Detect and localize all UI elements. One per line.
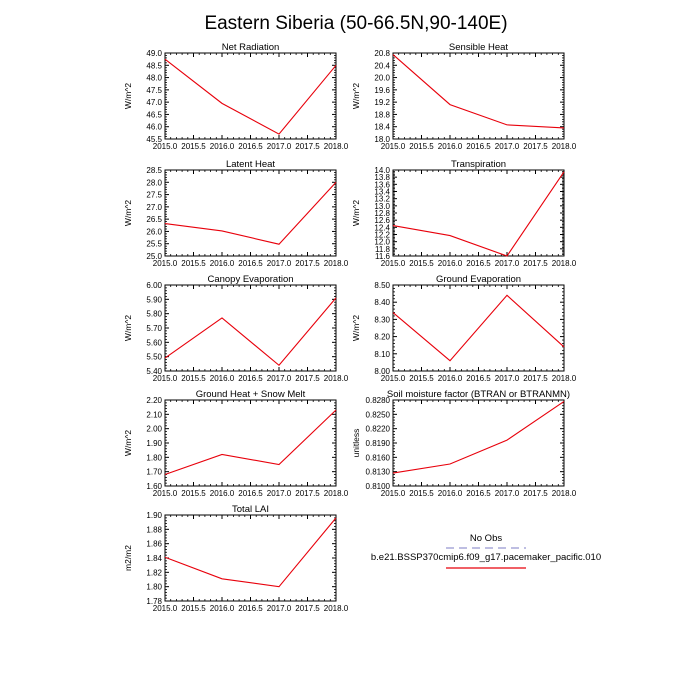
series-line (165, 298, 336, 365)
x-tick-label: 2016.0 (209, 374, 235, 383)
y-tick-label: 48.0 (146, 73, 162, 83)
plot-frame (165, 170, 336, 256)
panel-title: Transpiration (450, 159, 507, 170)
x-tick-label: 2015.5 (409, 142, 434, 151)
y-tick-label: 2.20 (146, 396, 162, 405)
x-tick-label: 2015.0 (380, 374, 406, 383)
x-tick-label: 2015.0 (152, 604, 178, 613)
x-tick-label: 2015.5 (181, 604, 206, 613)
x-tick-label: 2017.5 (295, 142, 320, 151)
x-tick-label: 2016.5 (238, 489, 263, 498)
x-tick-label: 2018.0 (323, 604, 349, 613)
y-tick-label: 1.84 (146, 554, 162, 563)
panel-latent-heat (123, 159, 349, 268)
x-tick-label: 2017.5 (295, 604, 320, 613)
y-tick-label: 6.00 (146, 281, 162, 290)
y-tick-label: 48.5 (146, 61, 162, 71)
y-axis-label: W/m^2 (123, 199, 133, 227)
y-tick-label: 1.70 (146, 467, 162, 477)
x-tick-label: 2016.0 (437, 142, 463, 151)
panel-net-radiation (123, 42, 349, 151)
x-tick-label: 2015.0 (380, 259, 406, 268)
series-line (393, 55, 564, 128)
y-tick-label: 12.8 (374, 209, 390, 218)
x-tick-label: 2018.0 (551, 259, 577, 268)
x-tick-label: 2017.0 (266, 604, 292, 613)
x-tick-label: 2015.0 (152, 259, 178, 268)
panel-grid (123, 42, 577, 613)
x-tick-label: 2017.5 (295, 489, 320, 498)
series-line (393, 172, 564, 256)
x-tick-label: 2017.0 (266, 142, 292, 151)
y-tick-label: 26.5 (146, 215, 162, 225)
y-tick-label: 1.60 (146, 482, 162, 491)
y-tick-label: 45.5 (146, 135, 162, 144)
x-tick-label: 2017.0 (494, 142, 520, 151)
plot-frame (165, 515, 336, 601)
x-tick-label: 2017.0 (266, 259, 292, 268)
x-tick-label: 2016.0 (437, 489, 463, 498)
y-tick-label: 13.6 (374, 180, 390, 190)
series-line (165, 518, 336, 587)
x-tick-label: 2018.0 (323, 142, 349, 151)
series-line (165, 59, 336, 134)
y-tick-label: 1.86 (146, 539, 162, 549)
y-tick-label: 1.80 (146, 453, 162, 463)
y-axis-label: m2/m2 (123, 545, 133, 571)
y-tick-label: 8.50 (374, 281, 390, 290)
x-tick-label: 2016.0 (209, 489, 235, 498)
y-tick-label: 5.60 (146, 338, 162, 348)
y-tick-label: 5.80 (146, 309, 162, 319)
x-tick-label: 2015.0 (380, 489, 406, 498)
y-tick-label: 18.8 (374, 110, 390, 120)
y-tick-label: 2.10 (146, 410, 162, 420)
x-tick-label: 2016.5 (466, 259, 491, 268)
x-tick-label: 2017.5 (523, 374, 548, 383)
y-tick-label: 28.5 (146, 166, 162, 175)
x-tick-label: 2015.5 (409, 489, 434, 498)
y-axis-label: W/m^2 (123, 314, 133, 342)
y-tick-label: 1.78 (146, 597, 162, 606)
series-line (393, 295, 564, 360)
panel-sensible-heat (351, 42, 577, 151)
x-tick-label: 2016.0 (437, 374, 463, 383)
x-tick-label: 2017.0 (266, 489, 292, 498)
x-tick-label: 2017.5 (523, 259, 548, 268)
legend-label-obs: No Obs (469, 533, 503, 544)
x-tick-label: 2017.5 (295, 259, 320, 268)
y-tick-label: 5.40 (146, 367, 162, 376)
panel-title: Total LAI (232, 504, 269, 515)
y-tick-label: 8.10 (374, 349, 390, 359)
x-tick-label: 2017.5 (523, 489, 548, 498)
plot-frame (165, 400, 336, 486)
panel-title: Sensible Heat (448, 42, 509, 53)
x-tick-label: 2016.5 (238, 259, 263, 268)
panel-title: Net Radiation (221, 42, 280, 53)
y-tick-label: 28.0 (146, 178, 162, 188)
x-tick-label: 2015.5 (181, 489, 206, 498)
x-tick-label: 2016.0 (209, 259, 235, 268)
x-tick-label: 2018.0 (323, 259, 349, 268)
y-tick-label: 5.70 (146, 324, 162, 333)
y-axis-label: W/m^2 (351, 314, 361, 342)
y-tick-label: 11.8 (375, 244, 390, 254)
panel-title: Ground Evaporation (435, 274, 522, 285)
y-tick-label: 13.2 (374, 194, 390, 204)
y-axis-label: W/m^2 (123, 82, 133, 110)
panel-soil-moisture-factor-btran-or-btranmn (351, 389, 577, 498)
panel-title: Latent Heat (225, 159, 276, 170)
x-tick-label: 2015.0 (152, 142, 178, 151)
y-axis-label: W/m^2 (351, 82, 361, 110)
y-tick-label: 11.6 (375, 252, 390, 261)
x-tick-label: 2016.0 (209, 604, 235, 613)
x-tick-label: 2017.0 (494, 489, 520, 498)
x-tick-label: 2016.5 (238, 142, 263, 151)
legend-label-model: b.e21.BSSP370cmip6.f09_g17.pacemaker_pacific.010 (370, 552, 602, 563)
y-tick-label: 27.5 (146, 190, 162, 200)
x-tick-label: 2015.5 (409, 259, 434, 268)
y-tick-label: 0.8280 (365, 396, 390, 405)
x-tick-label: 2018.0 (323, 374, 349, 383)
y-tick-label: 8.40 (374, 298, 390, 308)
x-tick-label: 2016.5 (466, 374, 491, 383)
plot-frame (393, 170, 564, 256)
x-tick-label: 2016.0 (437, 259, 463, 268)
x-tick-label: 2018.0 (323, 489, 349, 498)
y-tick-label: 27.0 (146, 202, 162, 212)
y-tick-label: 8.00 (374, 367, 390, 376)
x-tick-label: 2015.5 (181, 259, 206, 268)
panel-title: Soil moisture factor (BTRAN or BTRANMN) (386, 389, 571, 400)
x-tick-label: 2016.0 (209, 142, 235, 151)
x-tick-label: 2016.5 (238, 374, 263, 383)
y-tick-label: 0.8160 (365, 453, 390, 463)
y-tick-label: 12.0 (374, 237, 390, 247)
panel-title: Canopy Evaporation (207, 274, 294, 285)
y-tick-label: 8.30 (374, 315, 390, 325)
y-tick-label: 1.80 (146, 582, 162, 592)
series-line (165, 410, 336, 475)
x-tick-label: 2017.5 (523, 142, 548, 151)
y-tick-label: 46.0 (146, 122, 162, 132)
y-tick-label: 25.0 (146, 252, 162, 261)
y-tick-label: 12.4 (374, 223, 390, 233)
x-tick-label: 2016.5 (466, 489, 491, 498)
x-tick-label: 2018.0 (551, 489, 577, 498)
x-tick-label: 2015.5 (181, 142, 206, 151)
y-tick-label: 20.8 (374, 49, 390, 58)
figure-title: Eastern Siberia (50-66.5N,90-140E) (204, 13, 508, 34)
y-tick-label: 18.4 (374, 122, 390, 132)
y-tick-label: 5.90 (146, 295, 162, 305)
x-tick-label: 2017.0 (266, 374, 292, 383)
y-tick-label: 0.8130 (365, 467, 390, 477)
y-tick-label: 19.6 (374, 85, 390, 95)
y-tick-label: 26.0 (146, 227, 162, 237)
x-tick-label: 2015.5 (409, 374, 434, 383)
x-tick-label: 2017.0 (494, 374, 520, 383)
y-tick-label: 1.90 (146, 439, 162, 448)
y-tick-label: 14.0 (374, 166, 390, 175)
y-tick-label: 13.4 (374, 187, 390, 197)
x-tick-label: 2015.0 (380, 142, 406, 151)
x-tick-label: 2015.0 (152, 489, 178, 498)
y-tick-label: 8.20 (374, 332, 390, 342)
y-tick-label: 47.5 (146, 85, 162, 95)
x-tick-label: 2015.0 (152, 374, 178, 383)
y-tick-label: 1.90 (146, 511, 162, 520)
y-tick-label: 0.8250 (365, 410, 390, 420)
x-tick-label: 2018.0 (551, 374, 577, 383)
y-tick-label: 46.5 (146, 110, 162, 120)
y-tick-label: 12.2 (374, 230, 390, 240)
panel-total-lai (123, 504, 349, 613)
y-tick-label: 12.6 (374, 216, 390, 226)
y-tick-label: 13.8 (374, 173, 390, 183)
x-tick-label: 2016.5 (466, 142, 491, 151)
series-line (393, 401, 564, 473)
panel-title: Ground Heat + Snow Melt (195, 389, 306, 400)
y-tick-label: 19.2 (374, 98, 390, 108)
y-tick-label: 25.5 (146, 239, 162, 249)
y-tick-label: 20.0 (374, 73, 390, 83)
series-line (165, 182, 336, 244)
y-tick-label: 47.0 (146, 98, 162, 108)
y-axis-label: unitless (351, 428, 361, 458)
y-tick-label: 13.0 (374, 201, 390, 211)
y-tick-label: 0.8220 (365, 424, 390, 434)
y-tick-label: 0.8100 (365, 482, 390, 491)
y-tick-label: 5.50 (146, 352, 162, 362)
y-axis-label: W/m^2 (123, 429, 133, 457)
panel-ground-heat-snow-melt (123, 389, 349, 498)
x-tick-label: 2018.0 (551, 142, 577, 151)
x-tick-label: 2017.5 (295, 374, 320, 383)
y-tick-label: 18.0 (374, 135, 390, 144)
panel-canopy-evaporation (123, 274, 349, 383)
panel-transpiration (351, 159, 577, 268)
x-tick-label: 2017.0 (494, 259, 520, 268)
x-tick-label: 2016.5 (238, 604, 263, 613)
y-axis-label: W/m^2 (351, 199, 361, 227)
x-tick-label: 2015.5 (181, 374, 206, 383)
legend (371, 533, 601, 568)
panel-ground-evaporation (351, 274, 577, 383)
y-tick-label: 1.88 (146, 525, 162, 535)
plot-frame (393, 400, 564, 486)
y-tick-label: 0.8190 (365, 439, 390, 448)
y-tick-label: 1.82 (146, 568, 162, 578)
y-tick-label: 49.0 (146, 49, 162, 58)
y-tick-label: 20.4 (374, 61, 390, 71)
y-tick-label: 2.00 (146, 424, 162, 434)
